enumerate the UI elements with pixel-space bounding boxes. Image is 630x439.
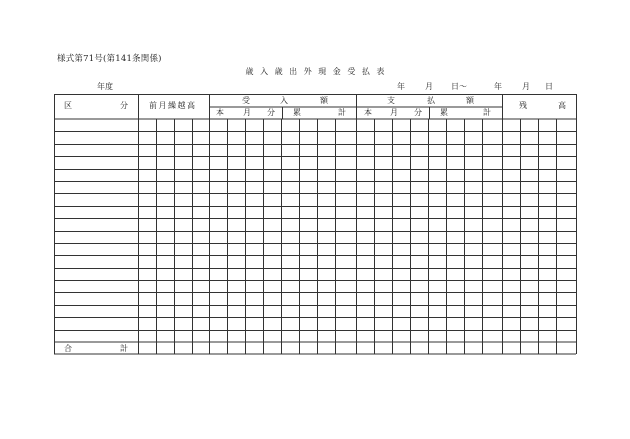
date-from-month: 月 [425, 82, 433, 91]
form-id: 様式第71号(第141条関係) [57, 54, 162, 64]
header-payments-1: 支 [387, 96, 395, 105]
payments-this-month-c: 分 [414, 108, 422, 117]
date-to-day: 日 [545, 82, 553, 91]
header-balance-a: 残 [519, 101, 527, 110]
header-category-b: 分 [120, 101, 128, 110]
header-payments-2: 払 [427, 96, 435, 105]
fiscal-year-label: 年度 [97, 82, 113, 91]
form-title: 歳 入 歳 出 外 現 金 受 払 表 [245, 67, 385, 76]
payments-cumulative-b: 計 [483, 108, 491, 117]
total-label-a: 合 [64, 344, 72, 353]
receipts-cumulative-b: 計 [338, 108, 346, 117]
payments-cumulative-a: 累 [440, 108, 448, 117]
header-receipts-1: 受 [242, 96, 250, 105]
date-from-day: 日～ [451, 82, 467, 91]
header-receipts-3: 額 [320, 96, 328, 105]
date-from-year: 年 [397, 82, 405, 91]
cash-ledger-table [54, 94, 577, 356]
total-label-b: 計 [120, 344, 128, 353]
date-to-month: 月 [522, 82, 530, 91]
grid-lines [54, 94, 577, 354]
header-payments-3: 額 [466, 96, 474, 105]
payments-this-month-a: 本 [364, 108, 372, 117]
header-balance-b: 高 [558, 101, 566, 110]
receipts-cumulative-a: 累 [293, 108, 301, 117]
payments-this-month-b: 月 [390, 108, 398, 117]
header-prev-balance: 前月繰越高 [149, 101, 197, 110]
receipts-this-month-c: 分 [267, 108, 275, 117]
header-receipts-2: 入 [280, 96, 288, 105]
receipts-this-month-a: 本 [216, 108, 224, 117]
header-category-a: 区 [64, 101, 72, 110]
receipts-this-month-b: 月 [243, 108, 251, 117]
date-to-year: 年 [494, 82, 502, 91]
